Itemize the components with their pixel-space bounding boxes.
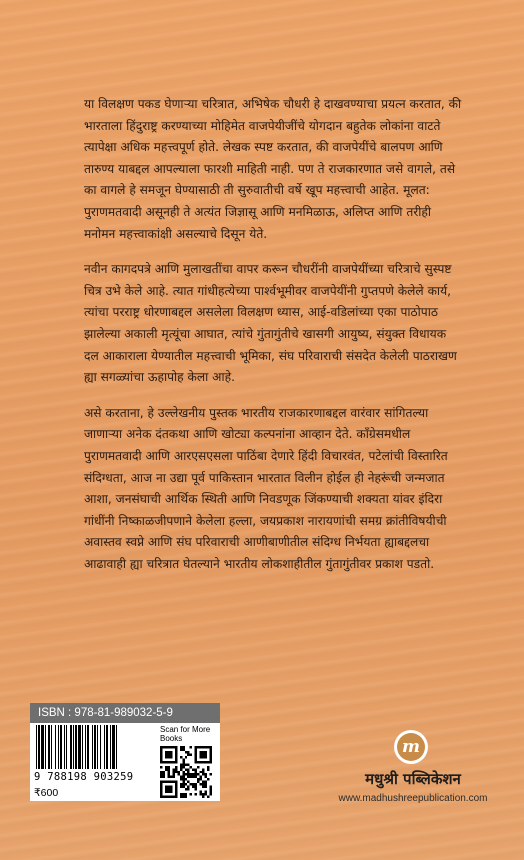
barcode-box <box>30 723 220 801</box>
barcode-number: 9 788198 903259 <box>34 771 134 783</box>
scan-label: Scan for More Books <box>160 725 211 743</box>
barcode-panel <box>30 703 220 801</box>
publisher-logo <box>394 730 428 764</box>
publisher-url[interactable]: www.madhushreepublication.com <box>338 793 488 804</box>
price-label: ₹600 <box>34 787 59 799</box>
blurb-paragraph-1: या विलक्षण पकड घेणाऱ्या चरित्रात, अभिषेक चौधरी हे दाखवण्याचा प्रयत्न करतात, की भारताला हिंदुराष्ट्र करण्याच्या मोहिमेत वाजपेयीजींचे योगदान बहुतेक लोकांना वाटते त्यापेक्षा अधिक महत्त्वपूर्ण होते. लेखक स्पष्ट करतात, की वाजपेयींचे बालपण आणि तारुण्य याबद्दल आपल्याला फारशी माहिती नाही. पण ते राजकारणात जसे वागले, तसे का वागले हे समजून घेण्यासाठी ती सुरुवातीची वर्षे खूप महत्त्वाची आहेत. मूलत: पुराणमतवादी असूनही ते अत्यंत जिज्ञासू आणि मनमिळाऊ, अलिप्त आणि तरीही मनोमन महत्त्वाकांक्षी असल्याचे दिसून येते. <box>84 97 462 241</box>
blurb-paragraph-3: असे करताना, हे उल्लेखनीय पुस्तक भारतीय राजकारणाबद्दल वारंवार सांगितल्या जाणाऱ्या अनेक दंतकथा आणि खोट्या कल्पनांना आव्हान देते. काँग्रेसमधील पुराणमतवादी आणि आरएसएसला पाठिंबा देणारे हिंदी विचारवंत, पटेलांची विस्तारित संदिग्धता, आज ना उद्या पूर्व पाकिस्तान भारतात विलीन होईल ही नेहरूंची जन्मजात आशा, जनसंघाची आर्थिक स्थिती आणि निवडणूक जिंकण्याची शक्यता यांवर इंदिरा गांधींनी निष्काळजीपणाने केलेला हल्ला, जयप्रकाश नारायणांची समग्र क्रांतीविषयीची अवास्तव स्वप्ने आणि संघ परिवाराची आणीबाणीतील संदिग्ध निर्भयता ह्याबद्दलचा आढावाही ह्या चरित्रात घेतल्याने भारतीय लोकशाहीतील गुंतागुंतीवर प्रकाश पडतो. <box>84 405 448 571</box>
blurb-paragraph-2: नवीन कागदपत्रे आणि मुलाखतींचा वापर करून चौधरींनी वाजपेयींच्या चरित्राचे सुस्पष्ट चित्र उभे केले आहे. त्यात गांधीहत्येच्या पार्श्वभूमीवर वाजपेयींनी गुप्तपणे केलेले कार्य, त्यांचा परराष्ट्र धोरणाबद्दल असलेला विलक्षण ध्यास, आई-वडिलांच्या एका पाठोपाठ झालेल्या अकाली मृत्यूंचा आघात, त्यांचे गुंतागुंतीचे खासगी आयुष्य, संयुक्त विधायक दल आकाराला येण्यातील महत्त्वाची भूमिका, संघ परिवाराची संसदेत केलेली पाठराखण ह्या सगळ्यांचा ऊहापोह केला आहे. <box>84 262 457 385</box>
isbn-label: ISBN : 978-81-989032-5-9 <box>30 703 220 723</box>
barcode-image <box>34 725 156 771</box>
publisher-name: मधुश्री पब्लिकेशन <box>365 770 461 788</box>
publisher-logo-letter: m <box>397 733 425 761</box>
qr-code-image[interactable] <box>160 746 212 798</box>
back-cover-blurb <box>84 94 462 589</box>
